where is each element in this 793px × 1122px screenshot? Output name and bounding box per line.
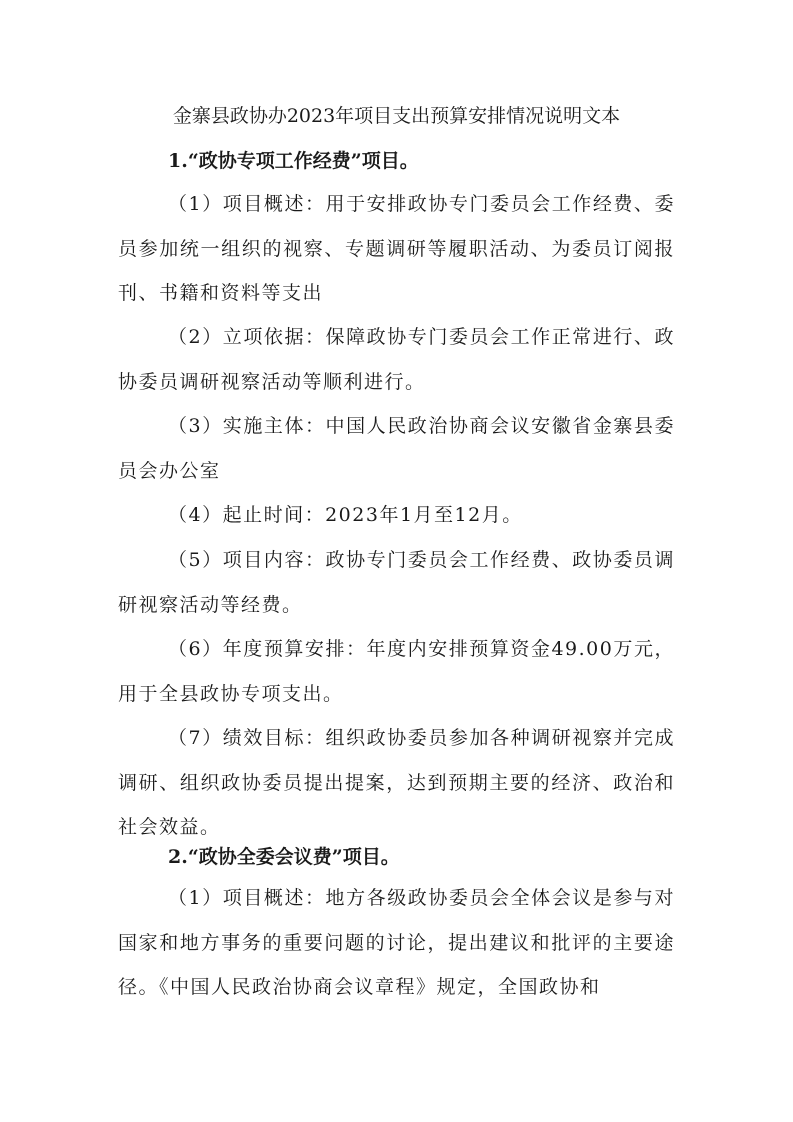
paragraph-implementing-body: （3）实施主体：中国人民政治协商会议安徽省金寨县委员会办公室 <box>118 415 675 482</box>
paragraph-time-period: （4）起止时间：2023年1月至12月。 <box>168 504 523 526</box>
section-heading-2: 2.“政协全委会议费”项目。 <box>168 846 400 868</box>
paragraph-project-content: （5）项目内容：政协专门委员会工作经费、政协委员调研视察活动等经费。 <box>118 549 675 616</box>
paragraph-project-basis: （2）立项依据：保障政协专门委员会工作正常进行、政协委员调研视察活动等顺利进行。 <box>118 326 675 393</box>
section-heading-1: 1.“政协专项工作经费”项目。 <box>168 150 419 172</box>
paragraph-performance-goal: （7）绩效目标：组织政协委员参加各种调研视察并完成调研、组织政协委员提出提案，达到预期主要的经济、政治和社会效益。 <box>118 727 675 838</box>
document-title: 金寨县政协办2023年项目支出预算安排情况说明文本 <box>172 105 621 127</box>
paragraph-project-overview: （1）项目概述：用于安排政协专门委员会工作经费、委员参加统一组织的视察、专题调研等履职活动、为委员订阅报刊、书籍和资料等支出 <box>118 193 675 304</box>
paragraph-annual-budget: （6）年度预算安排：年度内安排预算资金49.00万元，用于全县政协专项支出。 <box>118 638 675 705</box>
paragraph-meeting-overview: （1）项目概述：地方各级政协委员会全体会议是参与对国家和地方事务的重要问题的讨论，提出建议和批评的主要途径。《中国人民政治协商会议章程》规定，全国政协和 <box>118 887 675 998</box>
